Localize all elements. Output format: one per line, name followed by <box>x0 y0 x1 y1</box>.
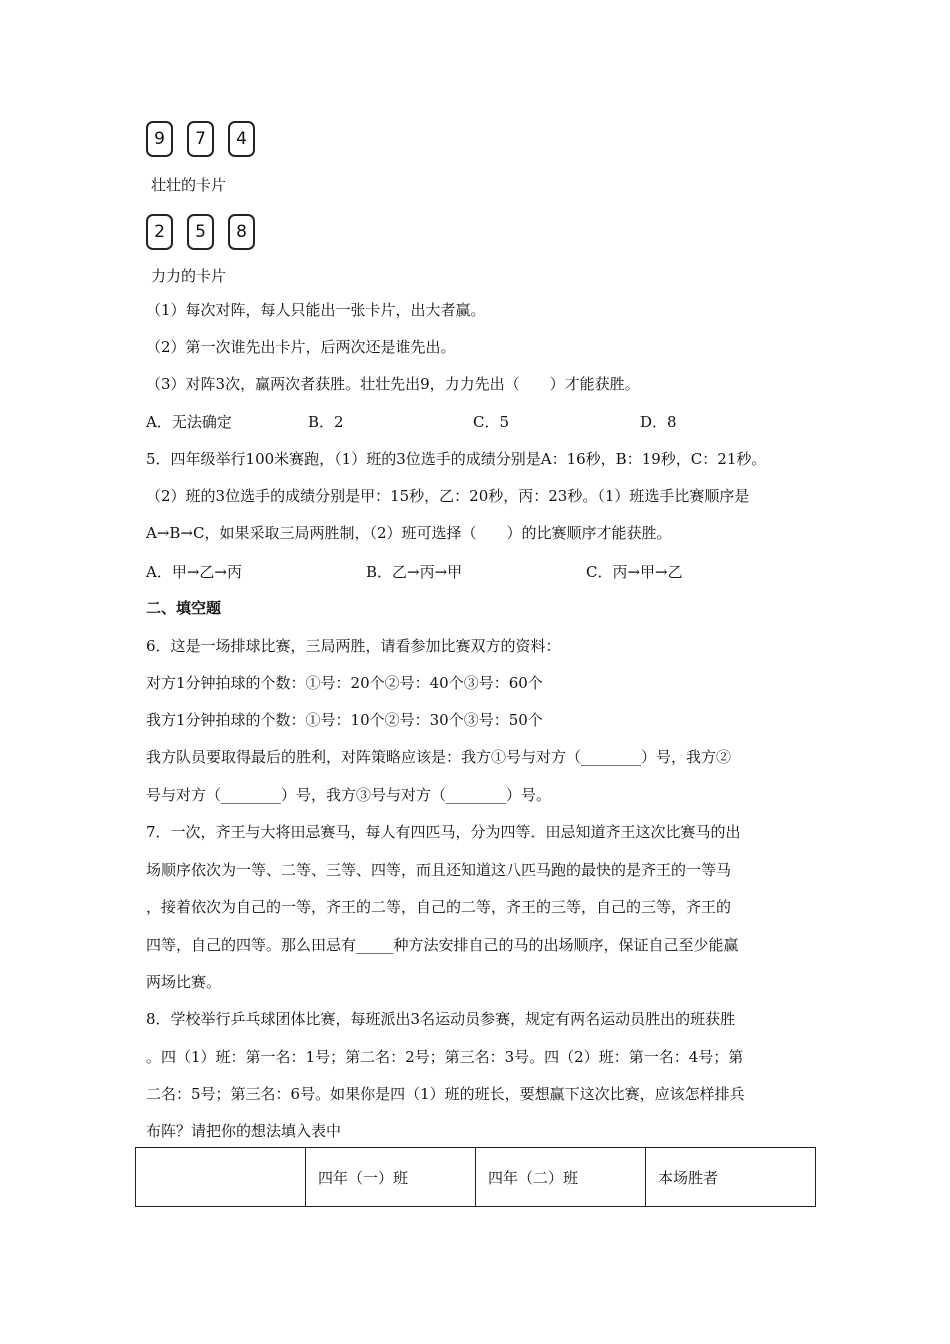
zhuangzhuang-cards <box>146 121 255 157</box>
number-card: 5 <box>187 214 214 250</box>
number-card: 2 <box>146 214 173 250</box>
table-cell[interactable] <box>136 1148 306 1207</box>
q8-line-3: 二名：5号；第三名：6号。如果你是四（1）班的班长，要想赢下这次比赛，应该怎样排兵 <box>146 1085 745 1103</box>
table-cell[interactable]: 四年（一）班 <box>306 1148 476 1207</box>
q6-line-4: 我方队员要取得最后的胜利，对阵策略应该是：我方①号与对方（________）号，我方② <box>146 748 732 766</box>
q5-line-3: A→B→C，如果采取三局两胜制，（2）班可选择（ ）的比赛顺序才能获胜。 <box>146 524 672 542</box>
q5-options <box>146 561 846 581</box>
q5-option-b[interactable]: B．乙→丙→甲 <box>366 563 463 581</box>
q5-line-1: 5．四年级举行100米赛跑，（1）班的3位选手的成绩分别是A：16秒，B：19秒，C：21秒。 <box>146 450 767 468</box>
number-card: 9 <box>146 121 173 157</box>
q4-options <box>146 411 846 431</box>
q8-line-2: 。四（1）班：第一名：1号；第二名：2号；第三名：3号。四（2）班：第一名：4号；第 <box>146 1048 744 1066</box>
table-cell[interactable]: 四年（二）班 <box>476 1148 646 1207</box>
q4-rule-2: （2）第一次谁先出卡片，后两次还是谁先出。 <box>146 338 456 356</box>
number-card: 4 <box>228 121 255 157</box>
lili-caption: 力力的卡片 <box>151 267 227 285</box>
q5-option-c[interactable]: C．丙→甲→乙 <box>586 563 683 581</box>
table-row <box>136 1148 816 1207</box>
q4-option-a[interactable]: A．无法确定 <box>146 413 232 431</box>
q4-option-b[interactable]: B．2 <box>308 413 344 431</box>
zhuangzhuang-caption: 壮壮的卡片 <box>151 176 227 194</box>
q7-line-3: ，接着依次为自己的一等，齐王的二等，自己的二等，齐王的三等，自己的三等，齐王的 <box>146 898 732 916</box>
number-card: 8 <box>228 214 255 250</box>
table-cell[interactable]: 本场胜者 <box>646 1148 816 1207</box>
q4-rule-3: （3）对阵3次，赢两次者获胜。壮壮先出9，力力先出（ ）才能获胜。 <box>146 375 640 393</box>
number-card: 7 <box>187 121 214 157</box>
lili-cards <box>146 214 255 250</box>
q4-option-c[interactable]: C．5 <box>473 413 510 431</box>
q6-line-5: 号与对方（________）号，我方③号与对方（________）号。 <box>146 786 552 804</box>
q4-option-d[interactable]: D．8 <box>640 413 677 431</box>
q6-line-1: 6．这是一场排球比赛，三局两胜，请看参加比赛双方的资料： <box>146 637 561 655</box>
q7-line-4: 四等，自己的四等。那么田忌有_____种方法安排自己的马的出场顺序，保证自己至少能赢 <box>146 936 739 954</box>
q7-line-1: 7．一次，齐王与大将田忌赛马，每人有四匹马，分为四等．田忌知道齐王这次比赛马的出 <box>146 823 741 841</box>
q8-line-1: 8．学校举行乒乓球团体比赛，每班派出3名运动员参赛，规定有两名运动员胜出的班获胜 <box>146 1010 736 1028</box>
q8-line-4: 布阵？请把你的想法填入表中 <box>146 1122 342 1140</box>
q5-line-2: （2）班的3位选手的成绩分别是甲：15秒，乙：20秒，丙：23秒。（1）班选手比赛顺序是 <box>146 487 750 505</box>
q7-line-5: 两场比赛。 <box>146 973 222 991</box>
lineup-table <box>135 1147 816 1207</box>
q6-line-2: 对方1分钟拍球的个数：①号：20个②号：40个③号：60个 <box>146 674 543 692</box>
q7-line-2: 场顺序依次为一等、二等、三等、四等，而且还知道这八匹马跑的最快的是齐王的一等马 <box>146 861 732 879</box>
q4-rule-1: （1）每次对阵，每人只能出一张卡片，出大者赢。 <box>146 301 486 319</box>
q6-line-3: 我方1分钟拍球的个数：①号：10个②号：30个③号：50个 <box>146 711 543 729</box>
q5-option-a[interactable]: A．甲→乙→丙 <box>146 563 242 581</box>
section-heading: 二、填空题 <box>146 599 222 617</box>
